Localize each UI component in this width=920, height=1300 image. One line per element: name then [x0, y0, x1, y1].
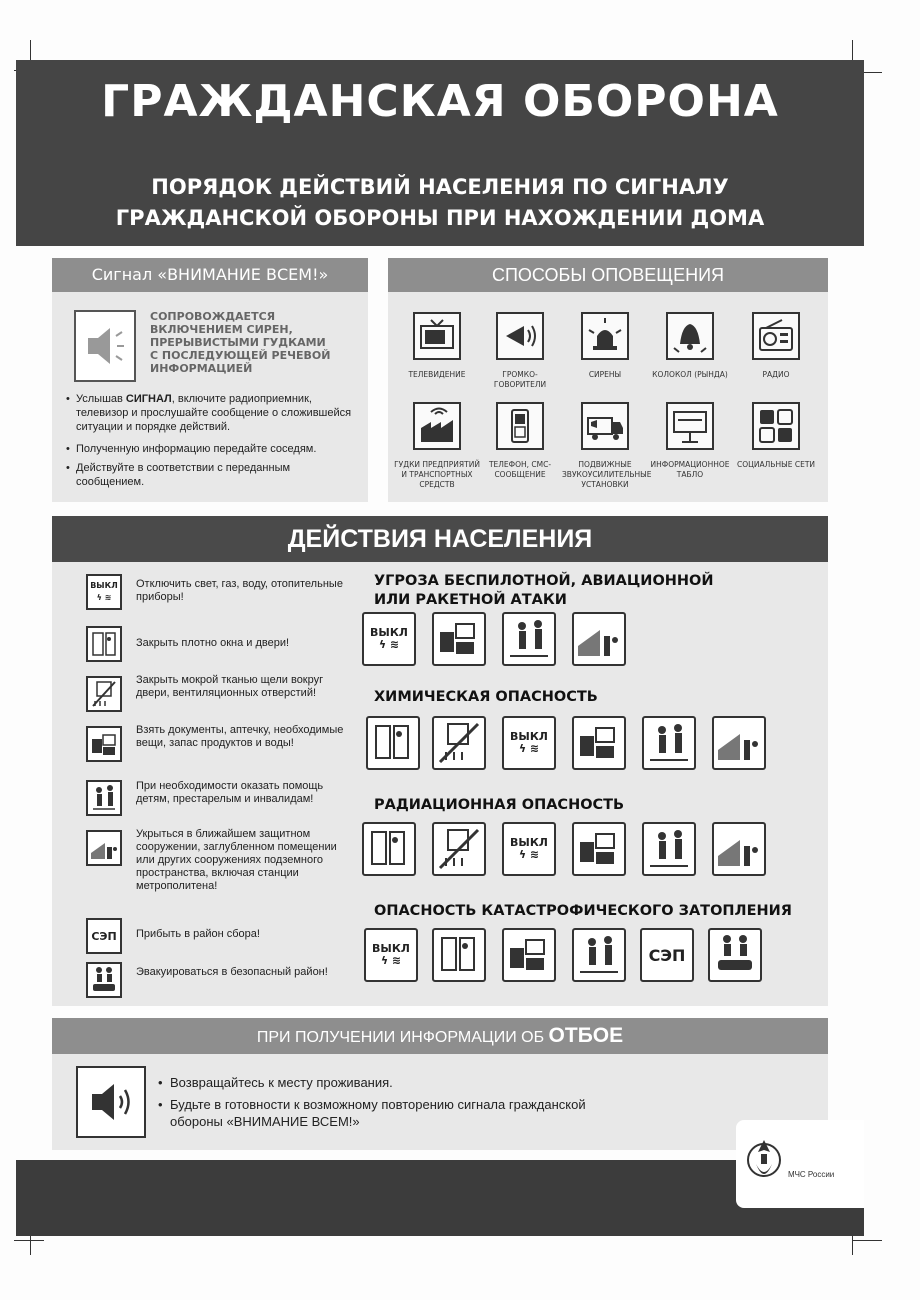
board-icon: [666, 402, 714, 450]
signal-bullet-2: • Полученную информацию передайте соседям.: [76, 442, 356, 456]
tv-icon: [413, 312, 461, 360]
tile-documents: [432, 612, 486, 666]
otboi-bullet-1: • Возвращайтесь к месту проживания.: [170, 1074, 610, 1091]
tile-documents: [572, 716, 626, 770]
method-label-loudspeaker: ГРОМКО-ГОВОРИТЕЛИ: [493, 370, 547, 389]
tile-wet-cloth: [432, 716, 486, 770]
close-window-icon: [86, 626, 122, 662]
tile-switch-off: ВЫКЛ ϟ ≋: [364, 928, 418, 982]
tile-close-windows: [366, 716, 420, 770]
otboi-bullet-2: • Будьте в готовности к возможному повторению сигнала гражданской обороны «ВНИМАНИЕ ВСЕМ!»: [170, 1096, 610, 1130]
method-label-truck: ПОДВИЖНЫЕ ЗВУКОУСИЛИТЕЛЬНЫЕ УСТАНОВКИ: [562, 460, 652, 489]
tile-help: [642, 716, 696, 770]
threat-title-flood: ОПАСНОСТЬ КАТАСТРОФИЧЕСКОГО ЗАТОПЛЕНИЯ: [374, 903, 792, 919]
method-label-board: ИНФОРМАЦИОННОЕ ТАБЛО: [650, 460, 730, 479]
evacuate-icon: [86, 962, 122, 998]
radio-icon: [752, 312, 800, 360]
tile-switch-off: ВЫКЛ ϟ ≋: [502, 716, 556, 770]
threat-title-chemical: ХИМИЧЕСКАЯ ОПАСНОСТЬ: [374, 689, 598, 705]
tile-wet-cloth: [432, 822, 486, 876]
speaker-on-icon: [76, 1066, 146, 1138]
signal-bullet-1: • Услышав СИГНАЛ, включите радиоприемник, телевизор и прослушайте сообщение о сложившейся ситуации и порядке действий.: [76, 392, 358, 434]
method-label-tv: ТЕЛЕВИДЕНИЕ: [408, 370, 466, 379]
page-header: [16, 60, 864, 246]
loudspeaker-icon: [496, 312, 544, 360]
method-label-social: СОЦИАЛЬНЫЕ СЕТИ: [736, 460, 816, 469]
shelter-icon: [86, 830, 122, 866]
threat-title-attack: УГРОЗА БЕСПИЛОТНОЙ, АВИАЦИОННОЙ ИЛИ РАКЕТНОЙ АТАКИ: [374, 573, 714, 608]
tile-sep: СЭП: [640, 928, 694, 982]
phone-icon: [496, 402, 544, 450]
speaker-muted-icon: [74, 310, 136, 382]
documents-kit-icon: [86, 726, 122, 762]
page-subtitle: ПОРЯДОК ДЕЙСТВИЙ НАСЕЛЕНИЯ ПО СИГНАЛУ ГРАЖДАНСКОЙ ОБОРОНЫ ПРИ НАХОЖДЕНИИ ДОМА: [115, 175, 765, 230]
switch-off-icon: ВЫКЛ ϟ ≋: [86, 574, 122, 610]
threat-title-radiation: РАДИАЦИОННАЯ ОПАСНОСТЬ: [374, 797, 625, 813]
factory-icon: [413, 402, 461, 450]
signal-bullet-3: • Действуйте в соответствии с переданным сообщением.: [76, 461, 356, 489]
tile-shelter: [572, 612, 626, 666]
method-label-phone: ТЕЛЕФОН, СМС-СООБЩЕНИЕ: [488, 460, 552, 479]
tile-shelter: [712, 822, 766, 876]
tile-close-windows: [362, 822, 416, 876]
actions-title: ДЕЙСТВИЯ НАСЕЛЕНИЯ: [52, 516, 828, 562]
tile-switch-off: ВЫКЛ ϟ ≋: [502, 822, 556, 876]
method-label-factory: ГУДКИ ПРЕДПРИЯТИЙ И ТРАНСПОРТНЫХ СРЕДСТВ: [394, 460, 480, 489]
emergency-emblem-icon: [744, 1130, 784, 1190]
tile-help: [502, 612, 556, 666]
signal-title: Сигнал «ВНИМАНИЕ ВСЕМ!»: [52, 258, 368, 292]
tile-documents: [502, 928, 556, 982]
help-people-icon: [86, 780, 122, 816]
method-label-radio: РАДИО: [762, 370, 790, 379]
signal-description: СОПРОВОЖДАЕТСЯ ВКЛЮЧЕНИЕМ СИРЕН, ПРЕРЫВИСТЫМИ ГУДКАМИ С ПОСЛЕДУЮЩЕЙ РЕЧЕВОЙ ИНФОРМАЦИЕЙ: [150, 310, 331, 375]
tile-help: [642, 822, 696, 876]
truck-icon: [581, 402, 629, 450]
tile-help: [572, 928, 626, 982]
wet-cloth-icon: [86, 676, 122, 712]
page-title: ГРАЖДАНСКАЯ ОБОРОНА: [101, 76, 779, 127]
social-icon: [752, 402, 800, 450]
tile-shelter: [712, 716, 766, 770]
methods-title: СПОСОБЫ ОПОВЕЩЕНИЯ: [388, 258, 828, 292]
tile-switch-off: ВЫКЛ ϟ ≋: [362, 612, 416, 666]
method-label-bell: КОЛОКОЛ (РЫНДА): [652, 370, 728, 379]
otboi-title: ПРИ ПОЛУЧЕНИИ ИНФОРМАЦИИ ОБ ОТБОЕ: [52, 1018, 828, 1054]
emblem-box: [736, 1120, 864, 1208]
tile-documents: [572, 822, 626, 876]
emblem-text: МЧС России: [788, 1170, 835, 1179]
tile-close-windows: [432, 928, 486, 982]
bell-icon: [666, 312, 714, 360]
sep-icon: СЭП: [86, 918, 122, 954]
siren-icon: [581, 312, 629, 360]
tile-evacuate: [708, 928, 762, 982]
method-label-siren: СИРЕНЫ: [588, 370, 622, 379]
